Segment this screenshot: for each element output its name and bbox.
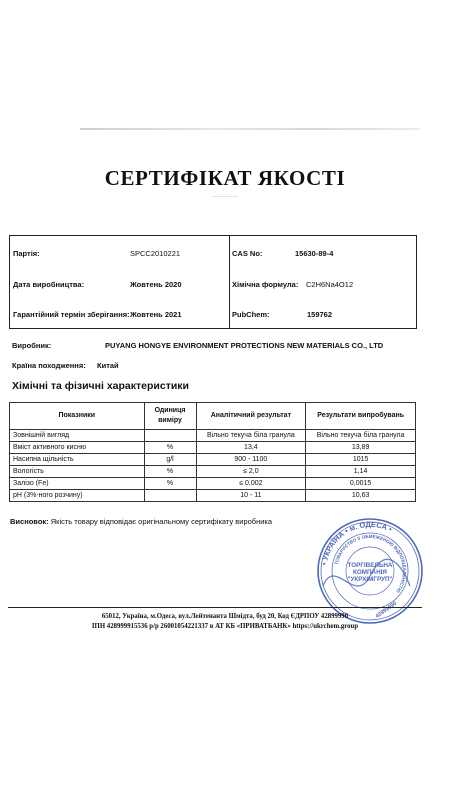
cell-analytic: ≤ 2,0 <box>196 466 306 478</box>
cell-unit: % <box>144 478 196 490</box>
stamp-center-line2: КОМПАНІЯ <box>353 569 387 576</box>
manufacturer-label: Виробник: <box>12 341 52 350</box>
cas-label: CAS No: <box>232 249 263 258</box>
table-header-row <box>10 403 416 430</box>
table-row <box>10 430 416 442</box>
cell-indicator: Насипна щільність <box>10 454 145 466</box>
cell-unit <box>144 430 196 442</box>
conclusion-label: Висновок: <box>10 517 49 526</box>
cell-unit: g/l <box>144 454 196 466</box>
cell-indicator: Вміст активного кисню <box>10 442 145 454</box>
stamp-center-line3: "УКРХІМГРУП" <box>347 576 393 583</box>
expiry-value: Жовтень 2021 <box>130 310 182 319</box>
batch-label: Партія: <box>13 249 40 258</box>
cell-analytic: 13,4 <box>196 442 306 454</box>
cell-result: 13,89 <box>306 442 416 454</box>
cell-unit: % <box>144 442 196 454</box>
table-row <box>10 454 416 466</box>
cell-unit: % <box>144 466 196 478</box>
conclusion-text: Якість товару відповідає оригінальному сертифікату виробника <box>50 517 273 526</box>
cell-result: 1015 <box>306 454 416 466</box>
formula-label: Хімічна формула: <box>232 280 299 289</box>
country-value: Китай <box>97 361 119 370</box>
cell-analytic: 10 - 11 <box>196 490 306 502</box>
production-date-label: Дата виробництва: <box>13 280 85 289</box>
cell-indicator: Зовнішній вигляд <box>10 430 145 442</box>
cell-analytic: 900 - 1100 <box>196 454 306 466</box>
stamp-inner-text: ТОВАРИСТВО З ОБМЕЖЕНОЮ ВІДПОВІДАЛЬНІСТЮ <box>333 533 408 594</box>
cell-unit <box>144 490 196 502</box>
cell-indicator: pH (3%-ного розчину) <box>10 490 145 502</box>
header-analytic: Аналітичний результат <box>196 403 306 430</box>
table-row <box>10 442 416 454</box>
cas-value: 15630-89-4 <box>295 249 334 258</box>
footer-address: 65012, Україна, м.Одеса, вул.Лейтенанта Шмідта, буд 20, Код ЄДРПОУ 42899990 <box>101 613 349 620</box>
characteristics-table <box>9 402 416 502</box>
cell-result: Вільно текуча біла гранула <box>306 430 416 442</box>
cell-result: 0,0015 <box>306 478 416 490</box>
footer-divider <box>8 607 422 608</box>
top-decorative-line <box>80 128 420 130</box>
cell-analytic: Вільно текуча біла гранула <box>196 430 306 442</box>
header-test-results: Результати випробувань <box>306 403 416 430</box>
title-underline <box>212 196 238 197</box>
table-row <box>10 490 416 502</box>
cell-result: 10,63 <box>306 490 416 502</box>
cell-analytic: ≤ 0,002 <box>196 478 306 490</box>
formula-value: C2H6Na4O12 <box>306 280 354 289</box>
company-stamp <box>315 516 425 626</box>
cell-indicator: Залізо (Fe) <box>10 478 145 490</box>
country-label: Країна походження: <box>12 361 86 370</box>
production-date-value: Жовтень 2020 <box>130 280 182 289</box>
section-title: Хімічні та фізичні характеристики <box>12 380 190 392</box>
batch-value: SPCC2010221 <box>130 249 181 258</box>
header-indicator: Показники <box>10 403 145 430</box>
batch-info-box <box>9 235 417 329</box>
conclusion <box>10 517 272 526</box>
cell-result: 1,14 <box>306 466 416 478</box>
pubchem-label: PubChem: <box>232 310 270 319</box>
footer-bank: ІПН 428999915536 р/р 26001054221337 в АТ КБ «ПРИВАТБАНК» https://ukrchem.group <box>91 623 359 630</box>
stamp-outer-text: • УКРАЇНА • м. ОДЕСА • <box>319 519 394 566</box>
expiry-label: Гарантійний термін зберігання: <box>13 310 130 319</box>
table-row <box>10 478 416 490</box>
stamp-center-line1: ТОРГІВЕЛЬНА <box>347 562 393 569</box>
stamp-code: 42899990 <box>374 600 399 620</box>
document-title: СЕРТИФІКАТ ЯКОСТІ <box>104 166 346 190</box>
cell-indicator: Вологість <box>10 466 145 478</box>
pubchem-value: 159762 <box>307 310 333 319</box>
header-unit: Одиниця виміру <box>144 403 196 430</box>
table-row <box>10 466 416 478</box>
info-divider <box>229 236 230 328</box>
manufacturer-value: PUYANG HONGYE ENVIRONMENT PROTECTIONS NEW MATERIALS CO., LTD <box>105 341 384 350</box>
